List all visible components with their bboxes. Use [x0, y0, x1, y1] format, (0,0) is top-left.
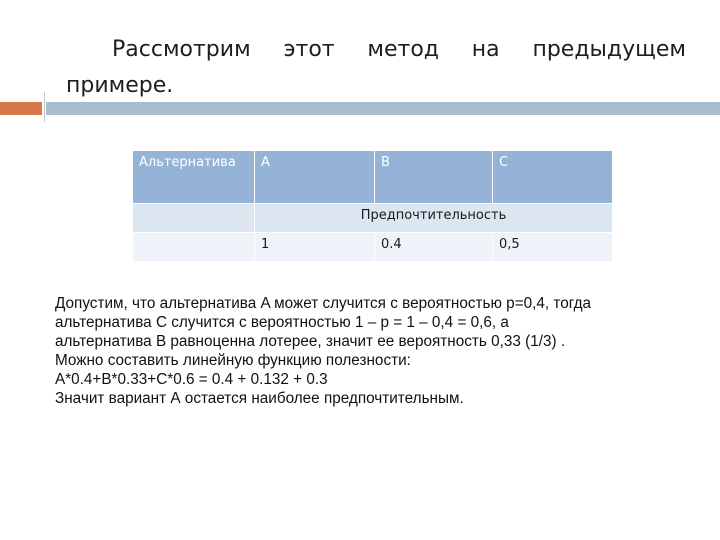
table-row	[133, 204, 613, 233]
table-header-cell: B	[375, 151, 493, 204]
paragraph-line: Можно составить линейную функцию полезности:	[55, 352, 411, 369]
table-cell: 0,5	[493, 233, 613, 262]
paragraph-line: альтернатива C случится с вероятностью 1 – p = 1 – 0,4 = 0,6, а	[55, 314, 509, 331]
explanation-paragraph	[55, 294, 695, 408]
slide-title-text: Рассмотрим этот метод на предыдущем примере.	[66, 37, 686, 98]
paragraph-line: Значит вариант А остается наиболее предпочтительным.	[55, 390, 464, 407]
table-group-label: Предпочтительность	[255, 204, 613, 233]
table-header-cell: A	[255, 151, 375, 204]
paragraph-line: Допустим, что альтернатива A может случится с вероятностью p=0,4, тогда	[55, 295, 592, 312]
accent-bar-gray	[46, 102, 720, 115]
table-cell-empty	[133, 233, 255, 262]
accent-divider	[44, 92, 45, 122]
paragraph-line: альтернатива B равноценна лотерее, значит ее вероятность 0,33 (1/3) .	[55, 333, 566, 350]
table-cell: 0.4	[375, 233, 493, 262]
accent-bar-orange	[0, 102, 42, 115]
table-row	[133, 233, 613, 262]
table-cell-empty	[133, 204, 255, 233]
table-cell: 1	[255, 233, 375, 262]
paragraph-line: A*0.4+B*0.33+C*0.6 = 0.4 + 0.132 + 0.3	[55, 371, 328, 388]
slide-title	[66, 32, 686, 104]
table-header-cell: Альтернатива	[133, 151, 255, 204]
table-header-row	[133, 151, 613, 204]
alternatives-table	[132, 150, 613, 262]
table-header-cell: C	[493, 151, 613, 204]
